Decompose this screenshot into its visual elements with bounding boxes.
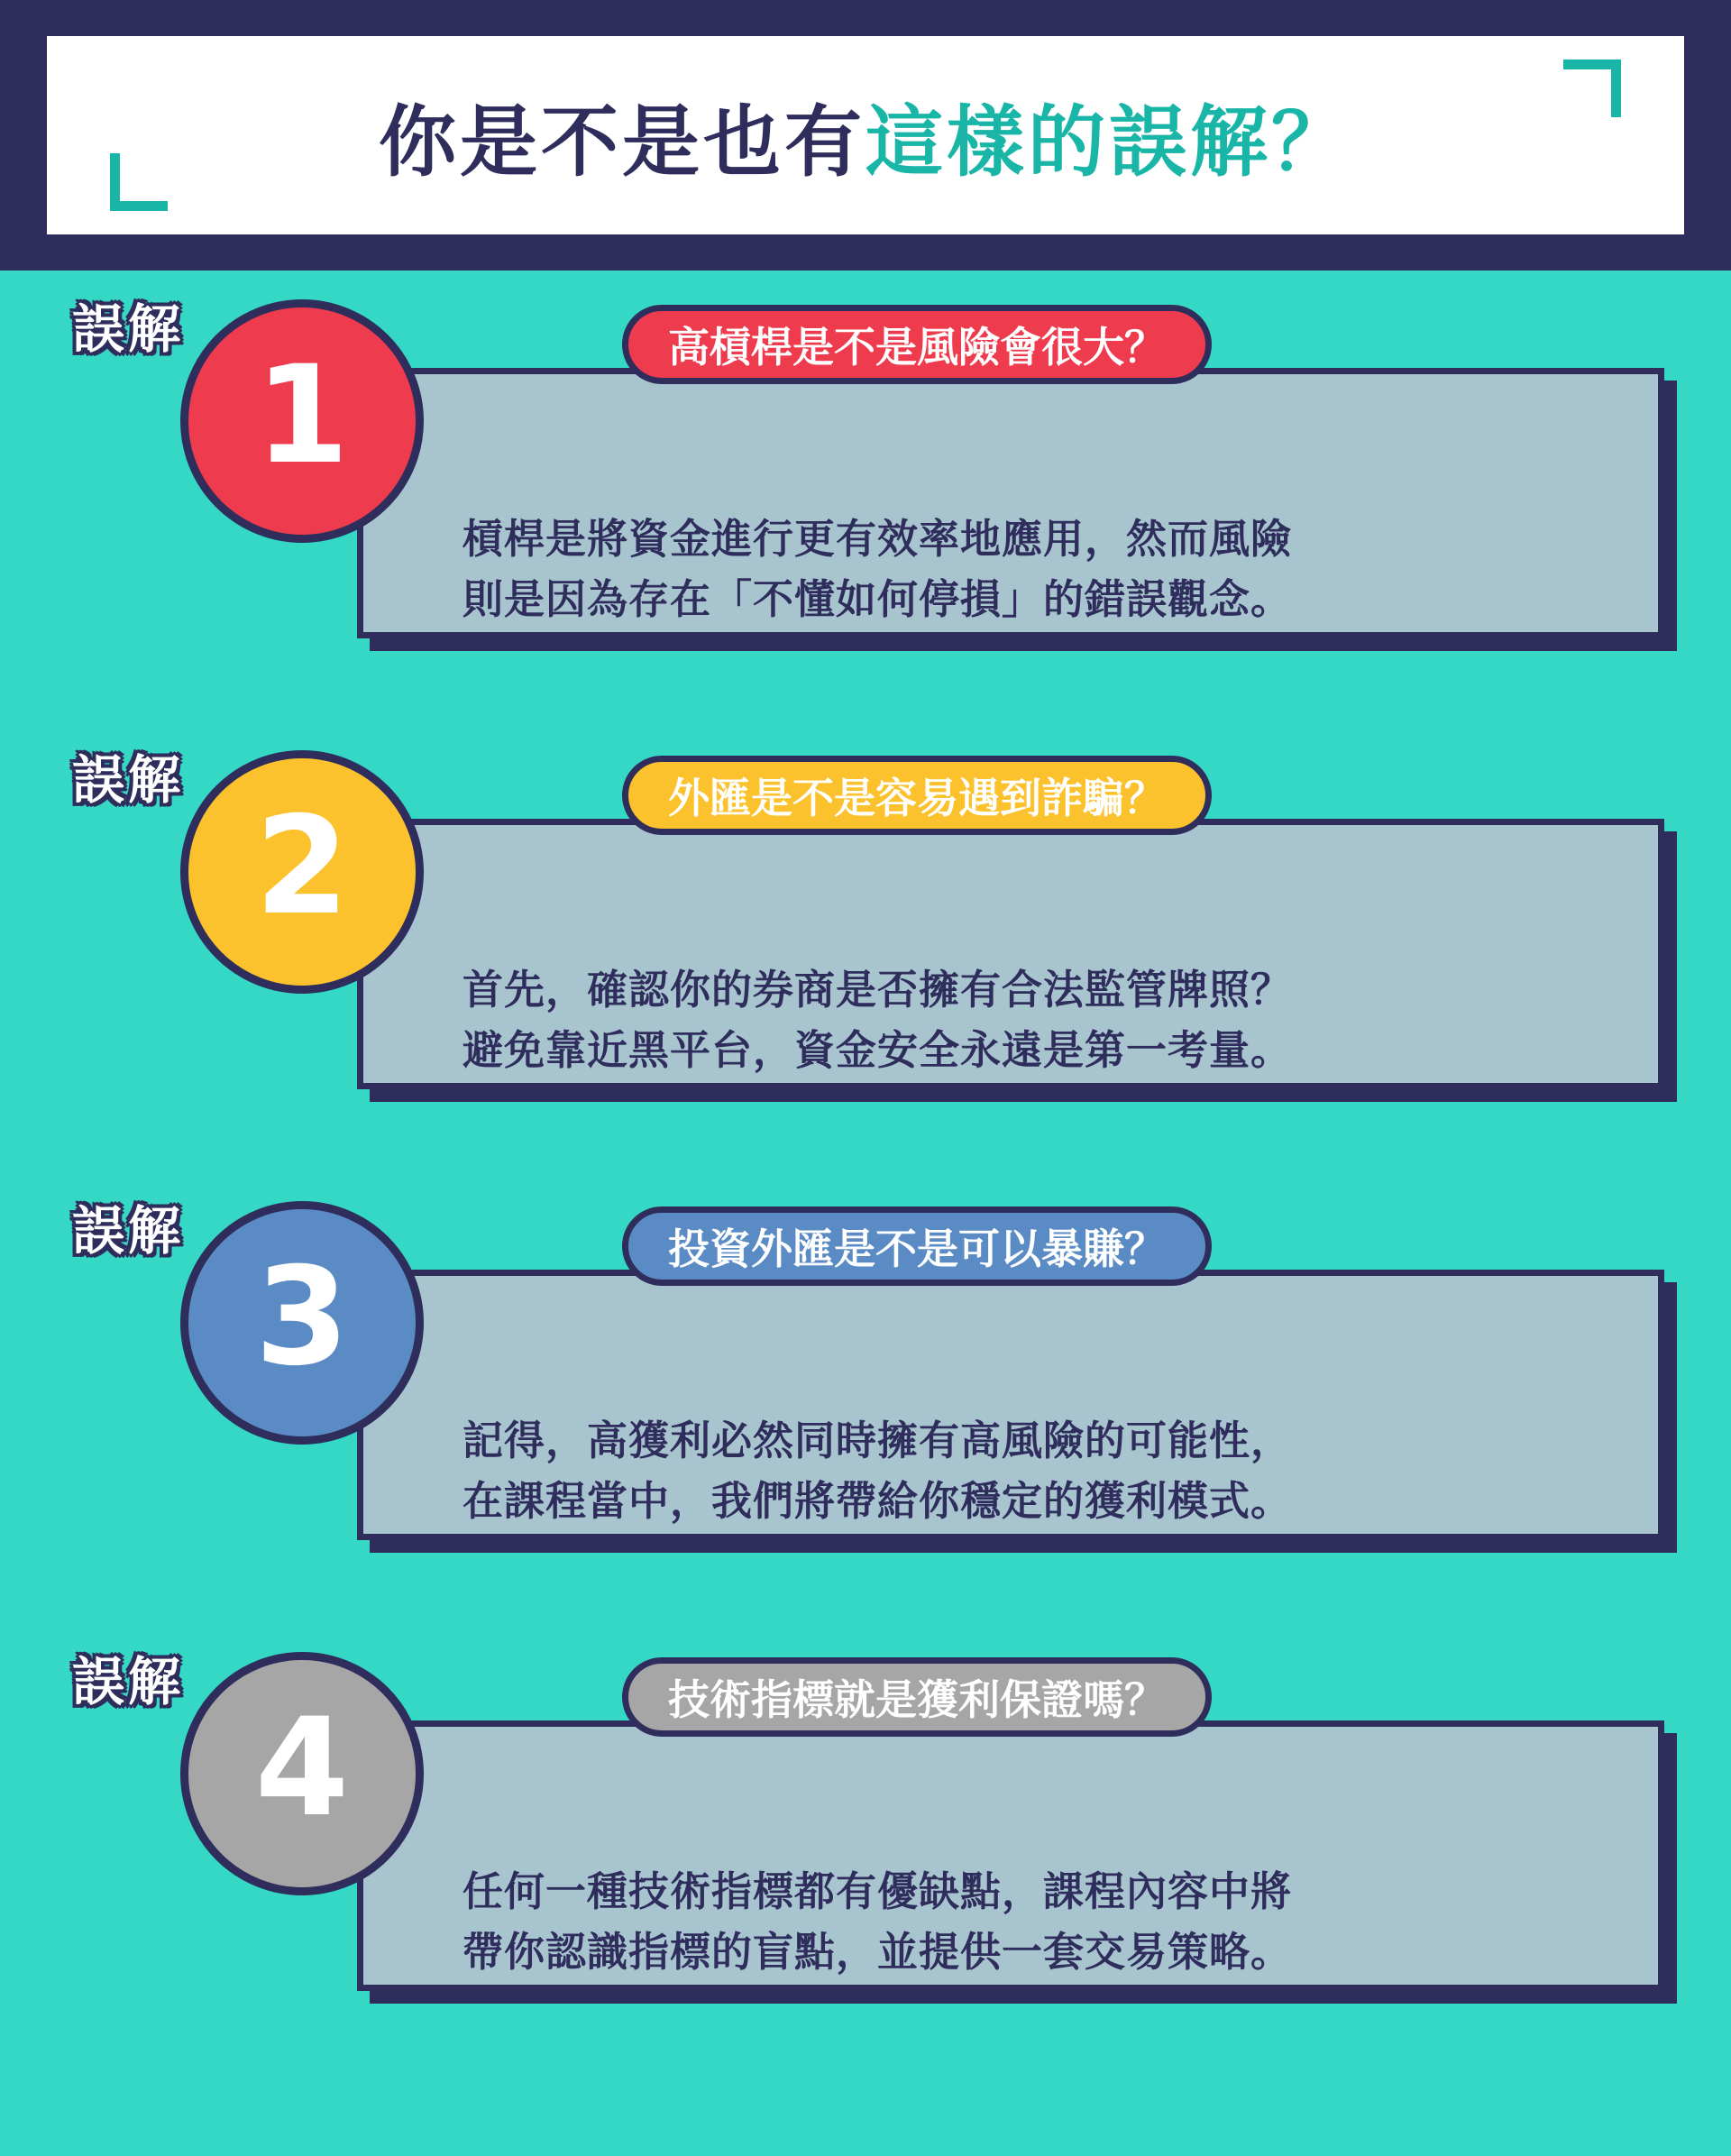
list-item [0,1623,1731,2074]
answer-line: 帶你認識指標的盲點，並提供一套交易策略。 [463,1928,1293,1975]
misconception-tag: 誤解 [72,300,185,359]
answer-line: 則是因為存在「不懂如何停損」的錯誤觀念。 [463,575,1293,622]
question-pill [622,1657,1212,1737]
answer-line: 任何一種技術指標都有優缺點，課程內容中將 [463,1868,1293,1914]
question-text: 外匯是不是容易遇到詐騙？ [668,775,1166,821]
answer-text [463,1411,1662,1531]
number-badge [180,299,424,543]
question-text: 高槓桿是不是風險會很大？ [668,324,1166,371]
misconception-tag: 誤解 [72,1202,185,1261]
number-badge-value: 1 [254,337,350,494]
list-item [0,721,1731,1172]
question-pill [622,1206,1212,1286]
page-title-accent: 這樣的誤解？ [866,99,1352,186]
number-badge-value: 2 [254,788,350,945]
answer-line: 槓桿是將資金進行更有效率地應用，然而風險 [463,516,1293,562]
misconception-list [0,271,1731,2074]
corner-bracket-top-right-icon [1563,60,1621,117]
question-pill [622,305,1212,384]
answer-text [463,509,1662,629]
number-badge-value: 3 [254,1239,350,1396]
page-title-prefix: 你是不是也有 [379,99,866,186]
answer-line: 避免靠近黑平台，資金安全永遠是第一考量。 [463,1026,1293,1073]
number-badge [180,1652,424,1895]
list-item [0,271,1731,721]
answer-text [463,960,1662,1080]
answer-text [463,1862,1662,1982]
number-badge [180,1201,424,1445]
answer-panel [357,1270,1664,1540]
list-item [0,1172,1731,1623]
answer-line: 在課程當中，我們將帶給你穩定的獲利模式。 [463,1477,1293,1524]
page-title [379,79,1352,191]
answer-panel [357,368,1664,638]
number-badge [180,750,424,994]
answer-line: 首先，確認你的券商是否擁有合法監管牌照？ [463,967,1293,1013]
misconception-tag: 誤解 [72,1653,185,1711]
number-badge-value: 4 [254,1690,350,1847]
misconception-tag: 誤解 [72,751,185,810]
header-card [47,36,1684,234]
question-pill [622,756,1212,835]
answer-panel [357,1720,1664,1991]
question-text: 投資外匯是不是可以暴賺？ [668,1225,1166,1272]
question-text: 技術指標就是獲利保證嗎？ [668,1676,1166,1723]
answer-line: 記得，高獲利必然同時擁有高風險的可能性， [463,1417,1293,1463]
corner-bracket-bottom-left-icon [110,153,168,211]
answer-panel [357,819,1664,1089]
header-band [0,0,1731,271]
